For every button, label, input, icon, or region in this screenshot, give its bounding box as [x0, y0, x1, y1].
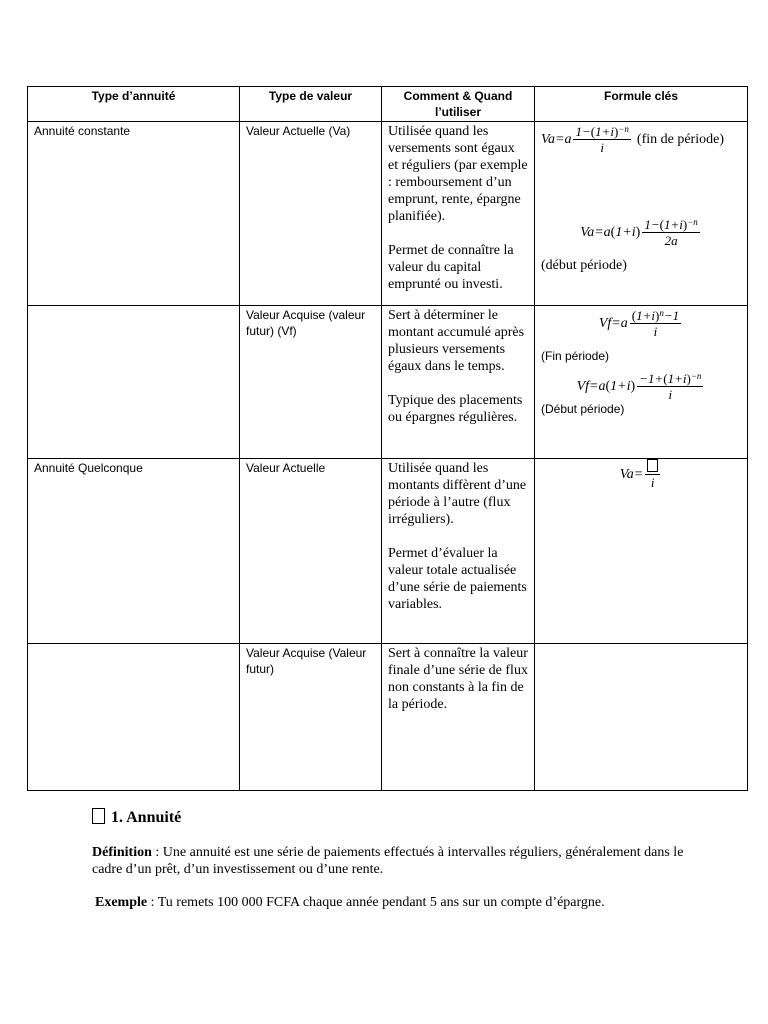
formula-va-fin: Va=a $\frac{1-(1+i)^{-n}}{i}$ (fin de période) [541, 124, 724, 155]
header-formule: Formule clés [535, 87, 748, 122]
cell-formule [535, 459, 748, 644]
cell-usage [382, 644, 535, 791]
formula-caption: (Fin période) [541, 349, 610, 363]
usage-text: Sert à connaître la valeur finale d’une série de flux non constants à la fin de la période. [388, 646, 528, 712]
cell-type [28, 644, 240, 791]
table-row [28, 644, 748, 791]
formula-va-debut: Va=a(1+i) $\frac{1-(1+i)^{-n}}{2a}$ [580, 217, 698, 248]
usage-text: Sert à déterminer le montant accumulé après plusieurs versements égaux dans le temps. [388, 308, 525, 374]
table-row [28, 306, 748, 459]
cell-formule [535, 306, 748, 459]
example-paragraph [95, 894, 715, 911]
formula-vf-fin: Vf=a $\frac{(1+i)^n-1}{i}$ [598, 308, 680, 339]
formula-vf-debut: Vf=a(1+i) $\frac{-1+(1+i)^{-n}}{i}$ [576, 371, 702, 402]
table-row [28, 459, 748, 644]
definition-label: Définition [92, 845, 152, 860]
cell-type [28, 306, 240, 459]
usage-text: Permet d’évaluer la valeur totale actualisée d’une série de paiements variables. [388, 546, 527, 612]
example-label: Exemple [95, 895, 148, 910]
cell-formule [535, 644, 748, 791]
usage-text: Typique des placements ou épargnes régulières. [388, 393, 523, 425]
missing-glyph-icon [92, 808, 105, 824]
usage-text: Utilisée quand les versements sont égaux et réguliers (par exemple : remboursement d’un emprunt, rente, épargne planifiée). [388, 124, 528, 224]
section-title: 1. Annuité [111, 809, 182, 826]
cell-type: Annuité constante [28, 122, 240, 306]
formula-caption: (début période) [541, 258, 627, 273]
cell-valeur: Valeur Acquise (Valeur futur) [240, 644, 382, 791]
cell-usage [382, 306, 535, 459]
header-usage: Comment & Quand l’utiliser [382, 87, 535, 122]
example-text: : Tu remets 100 000 FCFA chaque année pendant 5 ans sur un compte d’épargne. [147, 895, 605, 910]
cell-valeur: Valeur Actuelle (Va) [240, 122, 382, 306]
cell-usage [382, 459, 535, 644]
section-heading [92, 808, 712, 827]
table-row [28, 122, 748, 306]
definition-paragraph [92, 844, 712, 878]
cell-valeur: Valeur Acquise (valeur futur) (Vf) [240, 306, 382, 459]
cell-formule [535, 122, 748, 306]
header-type-annuite: Type d’annuité [28, 87, 240, 122]
cell-usage [382, 122, 535, 306]
formula-caption: (Début période) [541, 402, 625, 416]
formula-caption: (fin de période) [636, 132, 724, 148]
placeholder-box-icon [647, 459, 658, 472]
annuity-table [27, 86, 748, 791]
usage-text: Permet de connaître la valeur du capital emprunté ou investi. [388, 243, 514, 292]
cell-valeur: Valeur Actuelle [240, 459, 382, 644]
cell-type: Annuité Quelconque [28, 459, 240, 644]
formula-va-quelconque: Va= i [541, 459, 741, 490]
usage-text: Utilisée quand les montants diffèrent d’une période à l’autre (flux irréguliers). [388, 461, 527, 527]
definition-text: : Une annuité est une série de paiements effectués à intervalles réguliers, généralement dans le cadre d’un prêt, d’un investissement ou d’une rente. [92, 845, 684, 877]
table-header-row [28, 87, 748, 122]
header-type-valeur: Type de valeur [240, 87, 382, 122]
